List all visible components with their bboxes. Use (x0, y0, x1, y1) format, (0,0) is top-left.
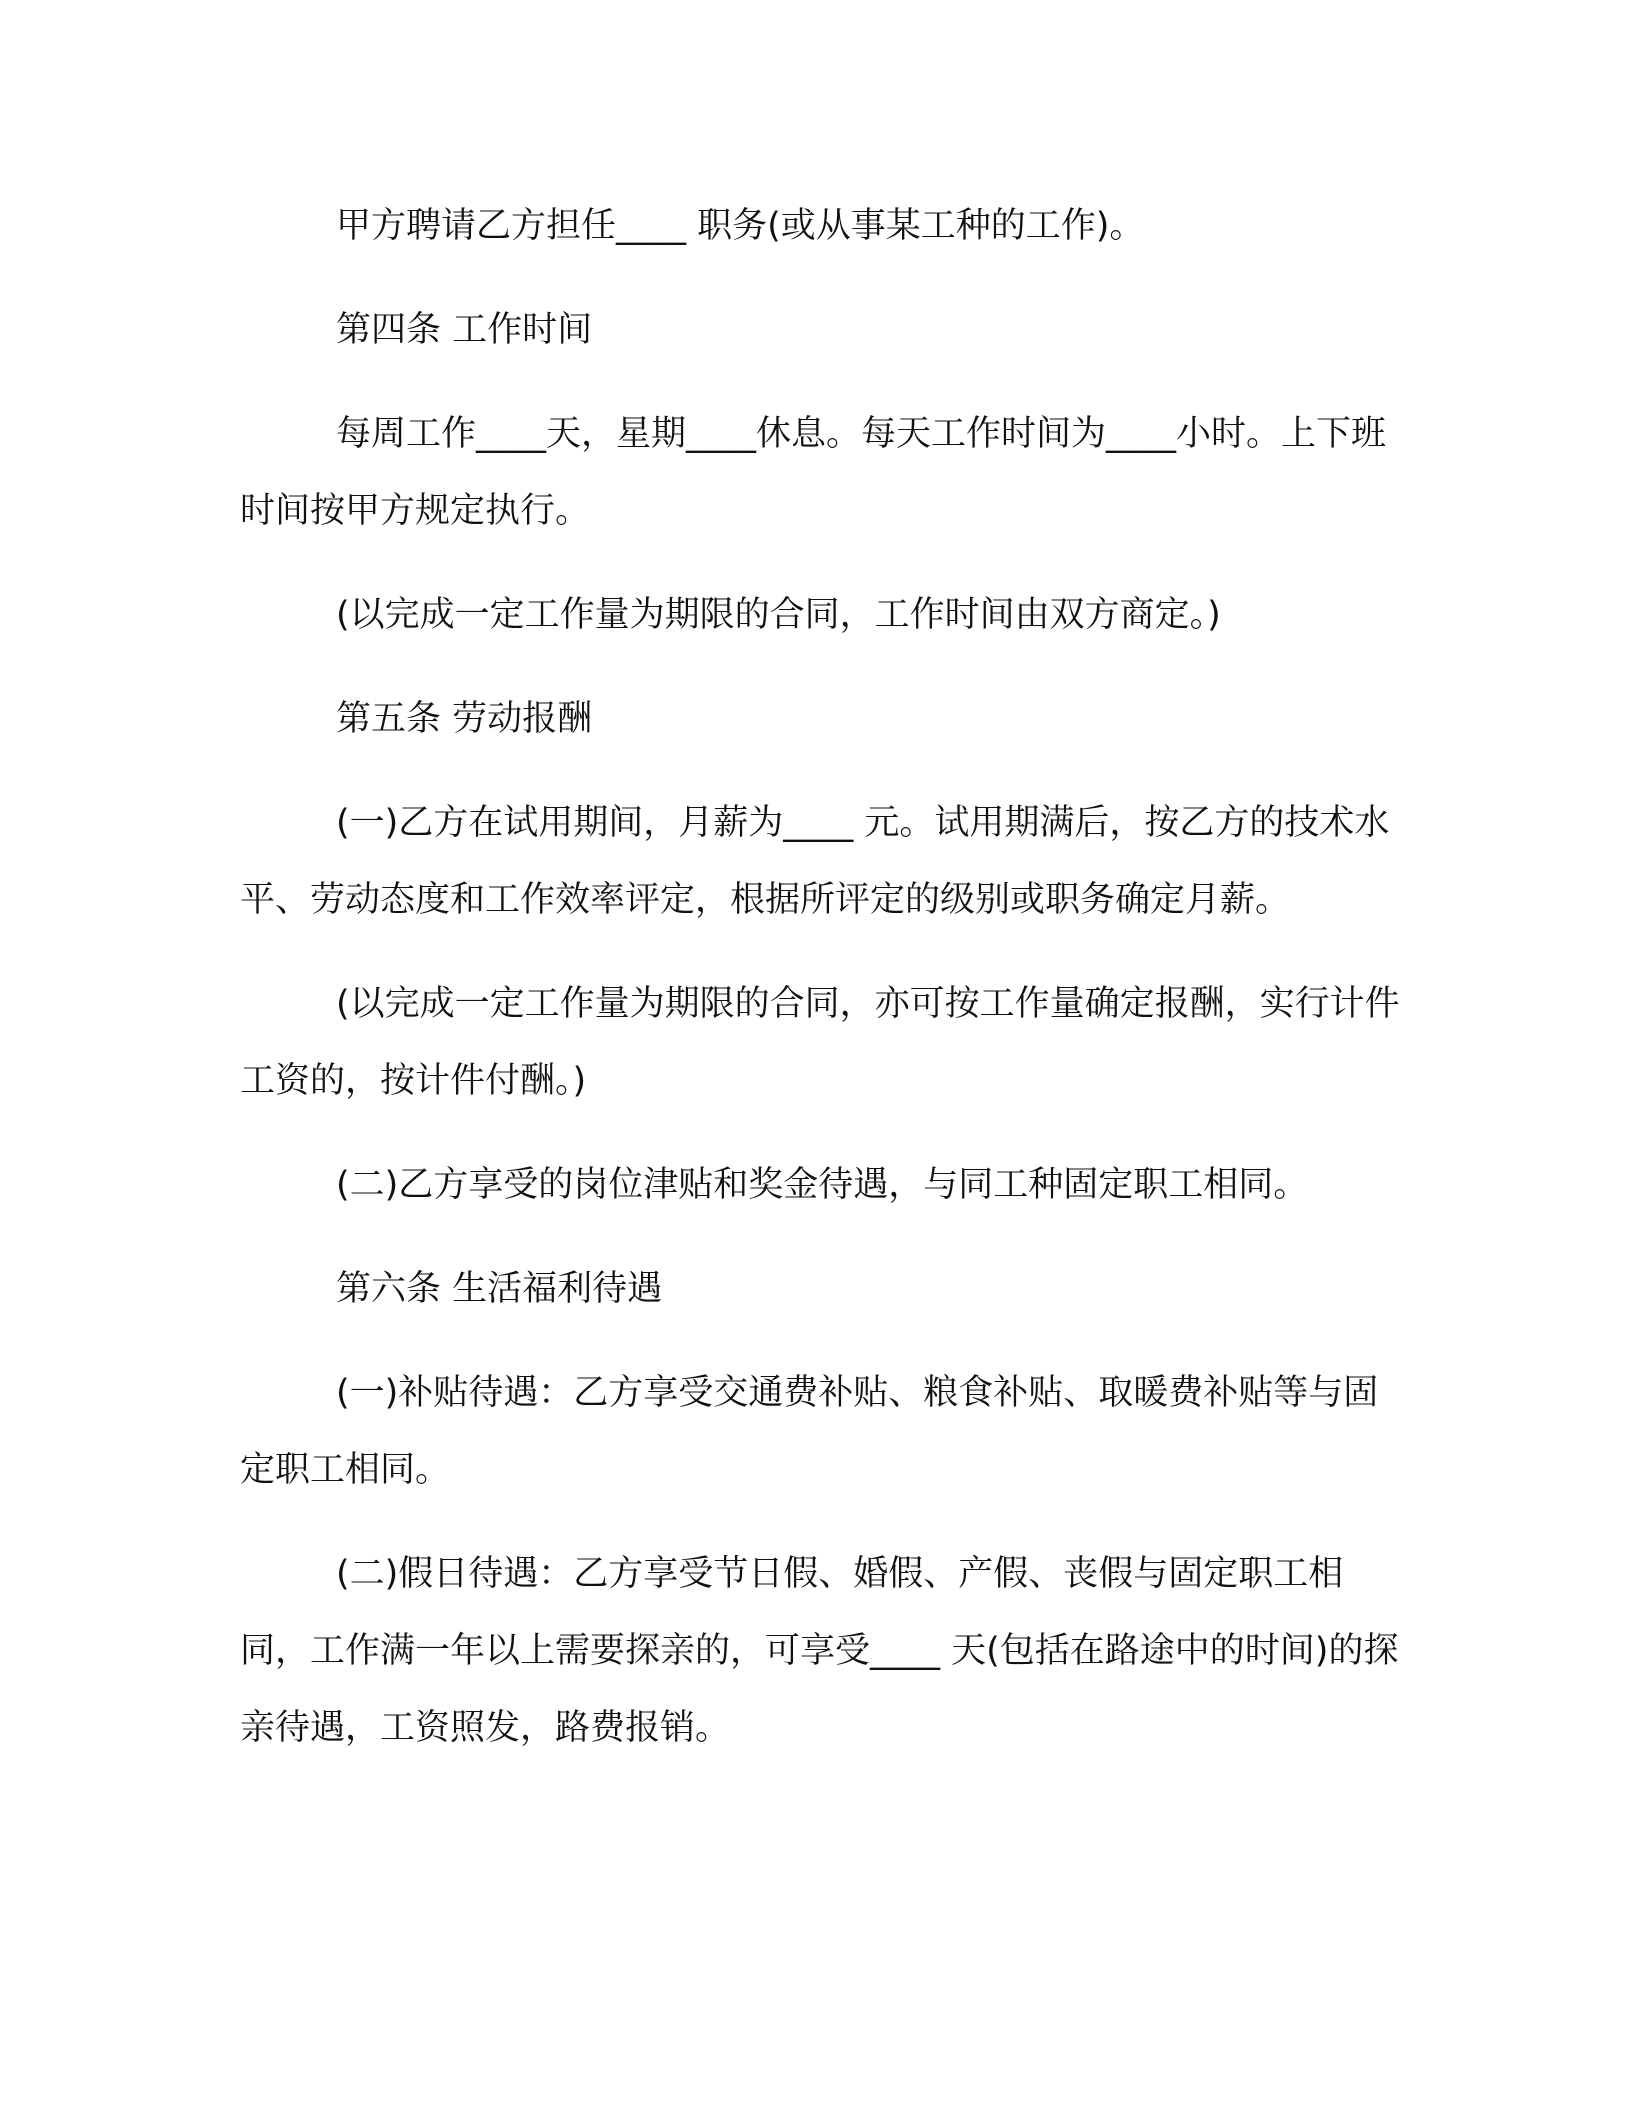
paragraph-holiday: (二)假日待遇：乙方享受节日假、婚假、产假、丧假与固定职工相同，工作满一年以上需要探亲的，可享受____ 天(包括在路途中的时间)的探亲待遇，工资照发，路费报销。 (240, 1554, 1399, 1748)
paragraph-allowance: (二)乙方享受的岗位津贴和奖金待遇，与同工种固定职工相同。 (336, 1165, 1309, 1205)
paragraph-work-hours-note: (以完成一定工作量为期限的合同，工作时间由双方商定。) (336, 595, 1221, 635)
paragraph-position: 甲方聘请乙方担任____ 职务(或从事某工种的工作)。 (336, 206, 1145, 246)
heading-article-5: 第五条 劳动报酬 (336, 699, 593, 739)
paragraph-work-schedule: 每周工作____天，星期____休息。每天工作时间为____小时。上下班时间按甲方规定执行。 (240, 414, 1387, 531)
heading-article-4: 第四条 工作时间 (336, 310, 593, 350)
document-body (240, 188, 1400, 1794)
paragraph-subsidy: (一)补贴待遇：乙方享受交通费补贴、粮食补贴、取暖费补贴等与固定职工相同。 (240, 1373, 1379, 1490)
paragraph-piecework-note: (以完成一定工作量为期限的合同，亦可按工作量确定报酬，实行计件工资的，按计件付酬。) (240, 984, 1400, 1101)
paragraph-salary: (一)乙方在试用期间，月薪为____ 元。试用期满后，按乙方的技术水平、劳动态度和工作效率评定，根据所评定的级别或职务确定月薪。 (240, 803, 1390, 920)
heading-article-6: 第六条 生活福利待遇 (336, 1269, 663, 1309)
